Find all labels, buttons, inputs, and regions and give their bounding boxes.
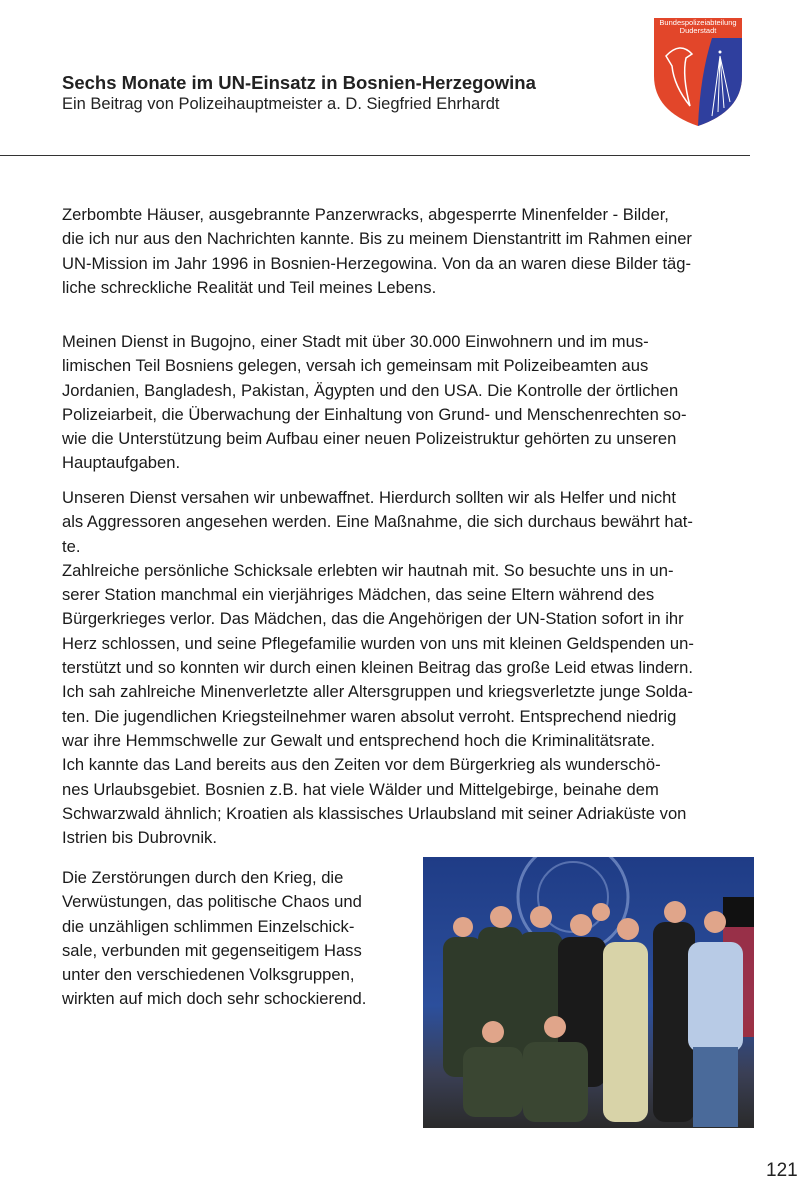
- text-line: Die Zerstörungen durch den Krieg, die: [62, 868, 344, 887]
- text-line: Bürgerkrieges verlor. Das Mädchen, das die Angehörigen der UN-Station sofort in ihr: [62, 609, 684, 629]
- paragraph-1: [62, 203, 692, 300]
- text-line: ten. Die jugendlichen Kriegsteilnehmer waren absolut verroht. Entsprechend niedrig: [62, 706, 677, 726]
- text-line: Jordanien, Bangladesh, Pakistan, Ägypten und den USA. Die Kontrolle der örtlichen: [62, 380, 679, 400]
- text-line: limischen Teil Bosniens gelegen, versah ich gemeinsam mit Polizeibeamten aus: [62, 356, 649, 376]
- crest-text: [652, 19, 744, 35]
- text-line: Zerbombte Häuser, ausgebrannte Panzerwracks, abgesperrte Minenfelder - Bilder,: [62, 205, 669, 224]
- text-line: die unzähligen schlimmen Einzelschick-: [62, 916, 355, 936]
- crest-text-line1: Bundespolizeiabteilung: [659, 18, 737, 27]
- police-unit-crest-logo: [652, 16, 744, 128]
- text-line: Ich kannte das Land bereits aus den Zeiten vor dem Bürgerkrieg als wunderschö-: [62, 755, 661, 775]
- page-number: 121: [766, 1160, 798, 1181]
- text-line: Schwarzwald ähnlich; Kroatien als klassisches Urlaubsland mit seiner Adriaküste von: [62, 803, 687, 823]
- text-line: Verwüstungen, das politische Chaos und: [62, 892, 362, 912]
- text-line: war ihre Hemmschwelle zur Gewalt und entsprechend hoch die Kriminalitätsrate.: [62, 730, 656, 750]
- paragraph-4: [62, 866, 366, 1012]
- paragraph-2: [62, 330, 686, 476]
- header-divider: [0, 155, 750, 156]
- text-line: Unseren Dienst versahen wir unbewaffnet. Hierdurch sollten wir als Helfer und nicht: [62, 488, 676, 507]
- text-line: Meinen Dienst in Bugojno, einer Stadt mit über 30.000 Einwohnern und im mus-: [62, 332, 649, 351]
- text-line: serer Station manchmal ein vierjähriges Mädchen, das seine Eltern während des: [62, 585, 655, 605]
- text-line: Istrien bis Dubrovnik.: [62, 828, 217, 848]
- text-line: nes Urlaubsgebiet. Bosnien z.B. hat viele Wälder und Mittelgebirge, beinahe dem: [62, 779, 659, 799]
- text-line: wie die Unterstützung beim Aufbau einer neuen Polizeistruktur gehörten zu unseren: [62, 429, 677, 449]
- paragraph-3: [62, 486, 694, 850]
- photo-illustration: [423, 857, 754, 1128]
- text-line: Hauptaufgaben.: [62, 453, 181, 473]
- text-line: Herz schlossen, und seine Pflegefamilie wurden von uns mit kleinen Geldspenden un-: [62, 633, 694, 653]
- text-line: unter den verschiedenen Volksgruppen,: [62, 965, 355, 985]
- text-line: sale, verbunden mit gegenseitigem Hass: [62, 940, 362, 960]
- text-line: terstützt und so konnten wir durch einen kleinen Beitrag das große Leid etwas lindern.: [62, 658, 693, 678]
- text-line: te.: [62, 536, 81, 556]
- text-line: wirkten auf mich doch sehr schockierend.: [62, 989, 367, 1009]
- text-line: die ich nur aus den Nachrichten kannte. Bis zu meinem Dienstantritt im Rahmen einer: [62, 229, 692, 249]
- article-subtitle: Ein Beitrag von Polizeihauptmeister a. D. Siegfried Ehrhardt: [62, 95, 500, 113]
- text-line: als Aggressoren angesehen werden. Eine Maßnahme, die sich durchaus bewährt hat-: [62, 512, 693, 532]
- text-line: UN-Mission im Jahr 1996 in Bosnien-Herzegowina. Von da an waren diese Bilder täg-: [62, 253, 692, 273]
- text-line: Zahlreiche persönliche Schicksale erlebten wir hautnah mit. So besuchte uns in un-: [62, 560, 674, 580]
- crest-text-line2: Duderstadt: [679, 26, 717, 35]
- text-line: Polizeiarbeit, die Überwachung der Einhaltung von Grund- und Menschenrechten so-: [62, 404, 687, 424]
- text-line: liche schreckliche Realität und Teil meines Lebens.: [62, 277, 437, 297]
- text-line: Ich sah zahlreiche Minenverletzte aller Altersgruppen und kriegsverletzte junge Solda-: [62, 682, 693, 702]
- group-photo-un-officers: [423, 857, 754, 1128]
- article-title: Sechs Monate im UN-Einsatz in Bosnien-Herzegowina: [62, 72, 536, 93]
